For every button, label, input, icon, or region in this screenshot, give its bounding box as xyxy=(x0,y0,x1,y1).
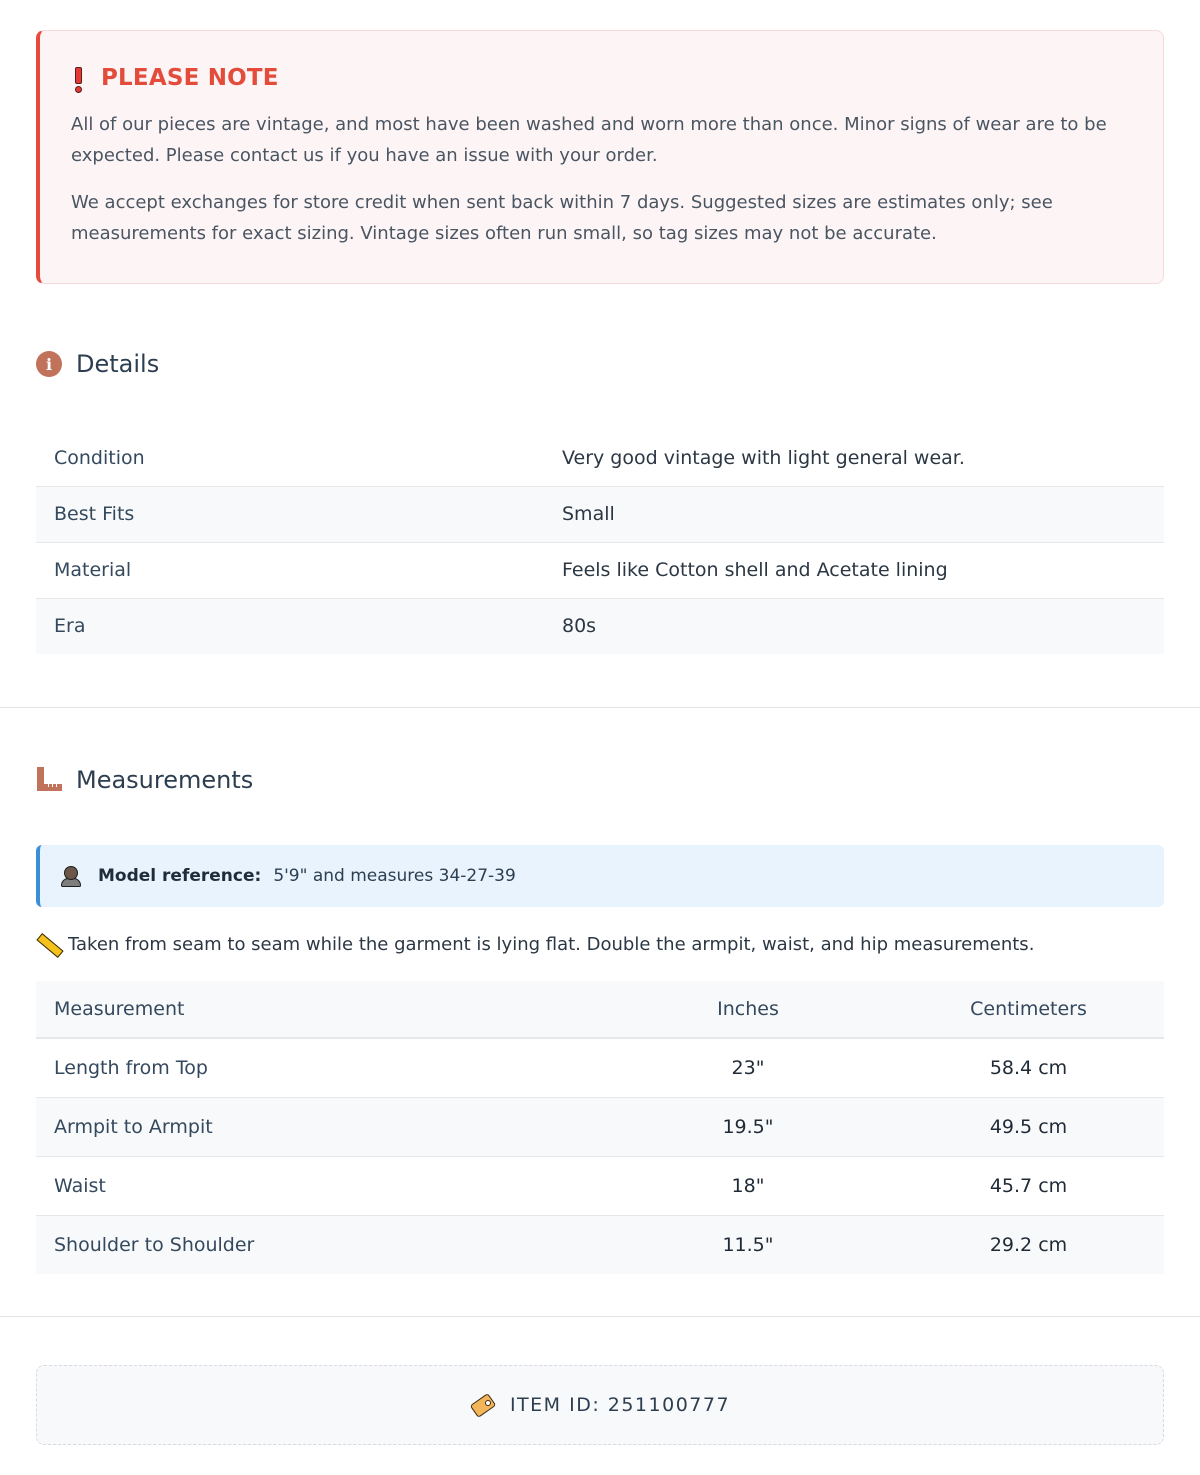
column-header: Centimeters xyxy=(893,981,1164,1038)
measurement-name: Waist xyxy=(54,1175,106,1197)
details-heading xyxy=(36,350,1164,378)
table-row xyxy=(36,1038,1164,1098)
details-value: 80s xyxy=(562,615,597,638)
details-value: Feels like Cotton shell and Acetate lining xyxy=(562,559,948,581)
details-value: Small xyxy=(562,503,615,525)
details-row xyxy=(36,486,1164,542)
measurement-inches: 19.5" xyxy=(722,1116,774,1138)
measurement-cm: 49.5 cm xyxy=(989,1116,1068,1138)
measurements-heading xyxy=(36,766,1164,794)
column-header: Inches xyxy=(603,981,893,1038)
table-row xyxy=(36,1216,1164,1275)
details-table xyxy=(36,430,1164,654)
measurement-name: Armpit to Armpit xyxy=(54,1116,213,1138)
details-title: Details xyxy=(76,350,160,378)
item-id-label: ITEM ID: 251100777 xyxy=(509,1394,731,1416)
notice-paragraph-2: We accept exchanges for store credit when sent back within 7 days. Suggested sizes are estimates only; see measurements for exact sizing. Vintage sizes often run small, so tag sizes may not be accurate. xyxy=(71,192,1053,244)
measurement-name: Length from Top xyxy=(54,1057,208,1079)
table-header-row xyxy=(36,981,1164,1038)
person-icon xyxy=(60,865,82,887)
details-row xyxy=(36,430,1164,486)
measurement-cm: 29.2 cm xyxy=(989,1234,1068,1256)
details-label: Best Fits xyxy=(54,503,135,525)
details-row xyxy=(36,542,1164,598)
pencil-icon xyxy=(36,932,60,956)
measurements-title: Measurements xyxy=(76,766,254,794)
details-label: Material xyxy=(54,559,132,581)
measurements-table xyxy=(36,981,1164,1274)
details-label: Condition xyxy=(54,446,145,469)
section-divider xyxy=(0,707,1200,708)
details-table-wrap xyxy=(36,430,1164,654)
tag-icon xyxy=(470,1394,496,1416)
notice-paragraph-1: All of our pieces are vintage, and most have been washed and worn more than once. Minor signs of wear are to be expected. Please contact us if you have an issue with your order. xyxy=(71,114,1107,166)
measurement-inches: 23" xyxy=(731,1057,765,1079)
details-row xyxy=(36,598,1164,654)
info-icon: i xyxy=(36,351,62,377)
exclamation-icon xyxy=(71,65,83,91)
item-id-box xyxy=(36,1365,1164,1445)
measurement-note-text: Taken from seam to seam while the garment is lying flat. Double the armpit, waist, and hip measurements. xyxy=(68,933,1035,955)
notice-box xyxy=(36,30,1164,284)
measurement-inches: 18" xyxy=(731,1175,765,1197)
measurement-inches: 11.5" xyxy=(722,1234,774,1256)
table-row xyxy=(36,1157,1164,1216)
notice-title: PLEASE NOTE xyxy=(101,65,279,91)
column-header: Measurement xyxy=(36,981,603,1038)
model-reference-value: 5'9" and measures 34-27-39 xyxy=(273,866,516,886)
table-row xyxy=(36,1098,1164,1157)
measurements-table-wrap xyxy=(36,981,1164,1274)
measurement-cm: 58.4 cm xyxy=(989,1057,1068,1079)
details-value: Very good vintage with light general wear. xyxy=(562,446,965,469)
model-reference-box xyxy=(36,845,1164,907)
details-label: Era xyxy=(54,615,86,638)
section-divider xyxy=(0,1316,1200,1317)
measurement-note xyxy=(36,932,1164,956)
ruler-icon xyxy=(36,767,62,793)
model-reference-label: Model reference: xyxy=(98,866,262,886)
measurement-cm: 45.7 cm xyxy=(989,1175,1068,1197)
measurement-name: Shoulder to Shoulder xyxy=(54,1234,255,1256)
notice-header xyxy=(71,65,1133,91)
